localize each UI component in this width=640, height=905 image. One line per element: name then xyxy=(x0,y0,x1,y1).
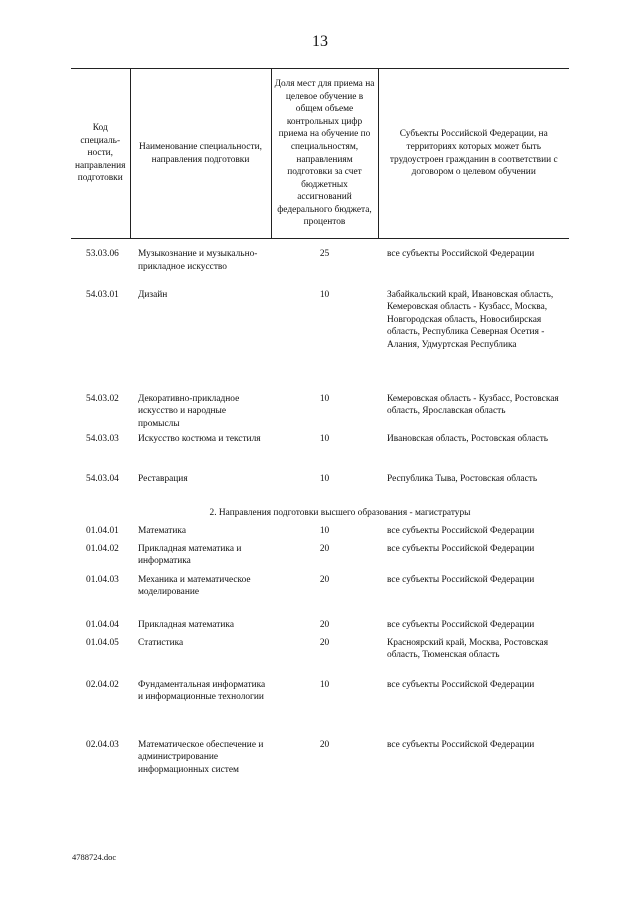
row-name: Прикладная математика xyxy=(138,619,234,630)
row-name: Декоративно-прикладное искусство и народные промыслы xyxy=(138,393,240,429)
row-code: 02.04.02 xyxy=(86,679,119,690)
row-subjects: все субъекты Российской Федерации xyxy=(387,679,535,690)
row-name: Фундаментальная информатика и информационные технологии xyxy=(138,679,266,703)
row-percent: 10 xyxy=(319,473,330,484)
row-percent: 10 xyxy=(319,679,330,690)
row-percent: 20 xyxy=(319,637,330,648)
row-name: Музыкознание и музыкально-прикладное искусство xyxy=(138,249,258,272)
header-name: Наименование специальности, направления подготовки xyxy=(130,69,271,239)
row-name: Статистика xyxy=(138,637,184,648)
row-percent: 10 xyxy=(319,433,330,444)
row-subjects: все субъекты Российской Федерации xyxy=(387,574,535,585)
table-row xyxy=(71,473,569,503)
row-subjects: все субъекты Российской Федерации xyxy=(387,249,535,259)
row-percent: 20 xyxy=(319,543,330,554)
row-name: Математическое обеспечение и администрирование информационных систем xyxy=(138,739,264,775)
row-percent: 25 xyxy=(319,249,330,259)
row-subjects: Республика Тыва, Ростовская область xyxy=(387,473,538,484)
row-name: Математика xyxy=(138,525,186,536)
table-row xyxy=(71,433,569,473)
header-share: Доля мест для приема на целевое обучение в общем объеме контрольных цифр приема на обучение по специальностям, направлениям подготовки за счет бюджетных ассигнований федерального бюджета, процентов xyxy=(271,69,378,239)
header-code: Код специаль-ности, направления подготовки xyxy=(71,69,130,239)
table-row xyxy=(71,574,569,619)
row-subjects: Кемеровская область - Кузбасс, Ростовская область, Ярославская область xyxy=(387,393,559,417)
row-code: 53.03.06 xyxy=(86,249,119,259)
row-percent: 20 xyxy=(319,739,330,750)
row-percent: 10 xyxy=(319,525,330,536)
section-heading-row xyxy=(71,503,569,525)
row-code: 54.03.02 xyxy=(86,393,119,404)
header-subjects: Субъекты Российской Федерации, на территориях которых может быть трудоустроен гражданин в соответствии с договором о целевом обучении xyxy=(378,69,569,239)
document-filename: 4788724.doc xyxy=(72,852,117,862)
row-subjects: все субъекты Российской Федерации xyxy=(387,739,535,750)
row-name: Прикладная математика и информатика xyxy=(138,543,242,567)
row-code: 54.03.04 xyxy=(86,473,119,484)
table-row xyxy=(71,393,569,433)
row-name: Дизайн xyxy=(138,289,168,300)
row-subjects: все субъекты Российской Федерации xyxy=(387,543,535,554)
row-code: 54.03.03 xyxy=(86,433,119,444)
table-header-row xyxy=(71,69,569,239)
table-row xyxy=(71,637,569,679)
table-row xyxy=(71,525,569,543)
row-name: Механика и математическое моделирование xyxy=(138,574,251,598)
row-name: Реставрация xyxy=(138,473,188,484)
row-percent: 20 xyxy=(319,619,330,630)
row-code: 01.04.03 xyxy=(86,574,119,585)
table-row xyxy=(71,543,569,574)
row-percent: 10 xyxy=(319,289,330,300)
row-code: 54.03.01 xyxy=(86,289,119,300)
row-name: Искусство костюма и текстиля xyxy=(138,433,261,444)
row-code: 01.04.01 xyxy=(86,525,119,536)
table-row xyxy=(71,739,569,795)
row-subjects: все субъекты Российской Федерации xyxy=(387,525,535,536)
section-title: 2. Направления подготовки высшего образования - магистратуры xyxy=(209,508,471,519)
specialties-table xyxy=(71,68,569,795)
row-code: 01.04.05 xyxy=(86,637,119,648)
row-percent: 10 xyxy=(319,393,330,404)
row-code: 01.04.02 xyxy=(86,543,119,554)
table-row xyxy=(71,679,569,739)
row-code: 01.04.04 xyxy=(86,619,119,630)
table-body xyxy=(71,239,569,795)
row-subjects: Ивановская область, Ростовская область xyxy=(387,433,549,444)
row-subjects: все субъекты Российской Федерации xyxy=(387,619,535,630)
row-subjects: Красноярский край, Москва, Ростовская область, Тюменская область xyxy=(387,637,549,661)
page-number: 13 xyxy=(312,33,328,50)
table-row xyxy=(71,239,569,289)
row-percent: 20 xyxy=(319,574,330,585)
table-row xyxy=(71,289,569,393)
row-code: 02.04.03 xyxy=(86,739,119,750)
table-row xyxy=(71,619,569,637)
row-subjects: Забайкальский край, Ивановская область, Кемеровская область - Кузбасс, Москва, Новгородская область, Новосибирская область, Республика Северная Осетия - Алания, Удмуртская Республика xyxy=(387,289,554,350)
